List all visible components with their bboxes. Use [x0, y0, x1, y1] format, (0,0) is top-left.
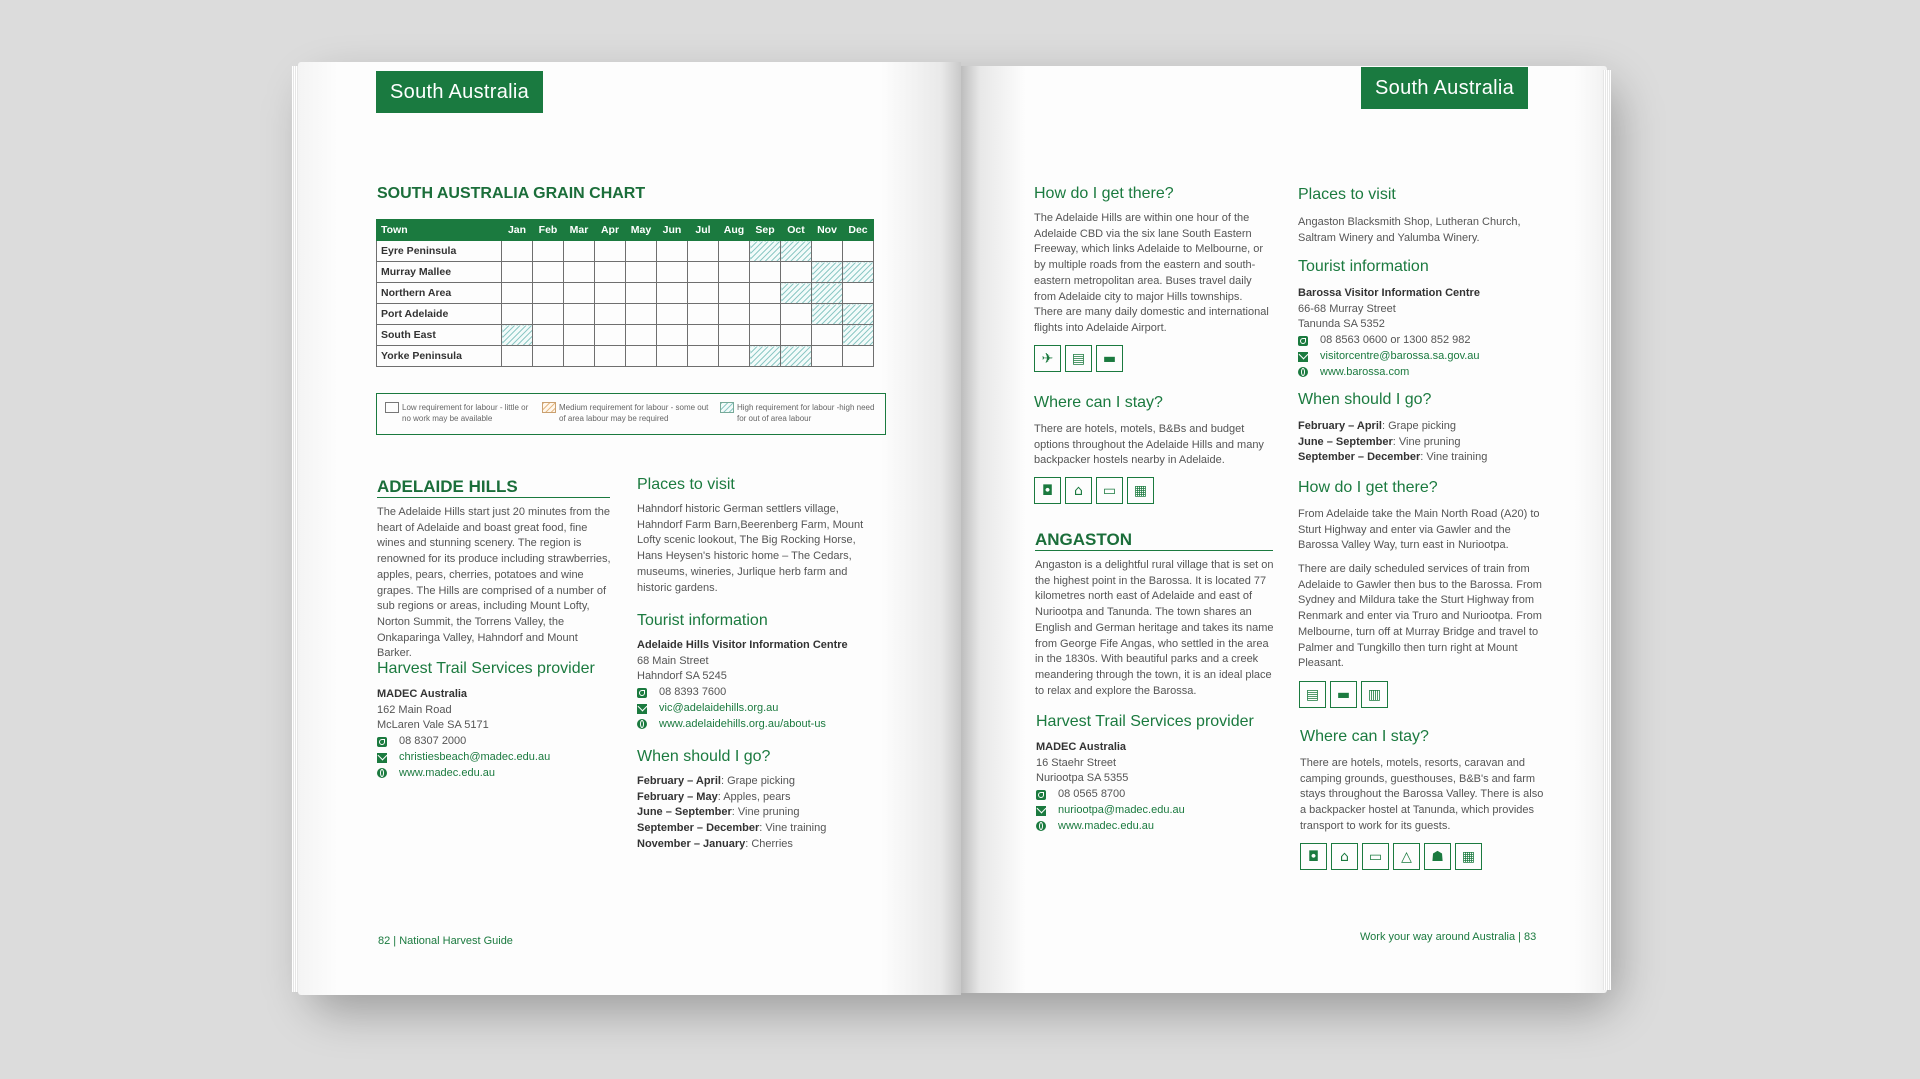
- season-item: [637, 837, 887, 853]
- angaston-stay-text: There are hotels, motels, resorts, caravan and camping grounds, guesthouses, B&B's and farm stays throughout the Barossa Valley. There is also a backpacker hostel at Tanunda, which provides transport to work for its guests.: [1300, 757, 1544, 832]
- grain-cell-low: [719, 262, 750, 283]
- grain-col-jul: Jul: [688, 220, 719, 241]
- grain-cell-low: [626, 346, 657, 367]
- grain-col-jun: Jun: [657, 220, 688, 241]
- adelaide-tourist-heading: Tourist information: [637, 612, 768, 629]
- car-icon: ▬: [1330, 681, 1357, 708]
- tourist-address-line1: 66-68 Murray Street: [1298, 302, 1396, 315]
- adelaide-hills-title: ADELAIDE HILLS: [377, 477, 518, 496]
- season-task: : Vine training: [1420, 451, 1488, 464]
- grain-cell-low: [595, 262, 626, 283]
- angaston-title: ANGASTON: [1035, 530, 1132, 549]
- grain-row: [377, 304, 874, 325]
- grain-cell-low: [626, 325, 657, 346]
- tourist-email-link[interactable]: visitorcentre@barossa.sa.gov.au: [1320, 349, 1480, 362]
- grain-row-town: Murray Mallee: [377, 262, 502, 283]
- grain-cell-high: [843, 325, 874, 346]
- angaston-when-heading: When should I go?: [1298, 391, 1432, 408]
- provider-phone: 08 0565 8700: [1058, 788, 1126, 801]
- grain-row-town: Yorke Peninsula: [377, 346, 502, 367]
- angaston-when-list: [1298, 419, 1543, 466]
- building-icon: ▦: [1127, 477, 1154, 504]
- season-item: [637, 821, 887, 837]
- phone-icon: [1036, 790, 1046, 800]
- grain-cell-high: [812, 262, 843, 283]
- hotel-icon: ⌂: [1331, 843, 1358, 870]
- globe-icon: [1298, 367, 1308, 377]
- angaston-tourist-contact: [1298, 286, 1480, 380]
- angaston-provider-contact: [1036, 740, 1185, 834]
- grain-cell-low: [595, 346, 626, 367]
- grain-cell-low: [812, 325, 843, 346]
- grain-cell-low: [812, 346, 843, 367]
- grain-cell-low: [843, 346, 874, 367]
- grain-cell-low: [688, 304, 719, 325]
- grain-cell-low: [564, 262, 595, 283]
- grain-cell-low: [595, 283, 626, 304]
- car-icon: ▬: [1096, 345, 1123, 372]
- grain-cell-low: [750, 283, 781, 304]
- grain-cell-low: [502, 283, 533, 304]
- email-icon: [1298, 352, 1308, 362]
- season-task: : Vine pruning: [1392, 435, 1461, 448]
- tourist-website-link[interactable]: www.adelaidehills.org.au/about-us: [659, 717, 826, 730]
- legend-medium-swatch: [542, 402, 556, 413]
- season-period: February – May: [637, 790, 718, 803]
- season-task: : Cherries: [745, 837, 793, 850]
- grain-cell-high: [750, 241, 781, 262]
- grain-cell-low: [657, 262, 688, 283]
- right-page-footer: Work your way around Australia | 83: [1360, 931, 1537, 943]
- left-page-footer: 82 | National Harvest Guide: [378, 935, 513, 947]
- adelaide-transport-icons: [1034, 345, 1123, 372]
- season-period: February – April: [637, 775, 721, 787]
- grain-col-town: Town: [377, 220, 502, 241]
- grain-cell-low: [564, 346, 595, 367]
- email-icon: [1036, 806, 1046, 816]
- adelaide-hills-rule: [377, 497, 610, 498]
- season-period: September – December: [637, 822, 760, 835]
- provider-website-link[interactable]: www.madec.edu.au: [399, 766, 495, 779]
- angaston-tourist-heading: Tourist information: [1298, 258, 1429, 275]
- season-period: June – September: [1298, 435, 1393, 448]
- provider-phone: 08 8307 2000: [399, 735, 467, 748]
- grain-col-nov: Nov: [812, 220, 843, 241]
- adelaide-places-text: Hahndorf historic German settlers village, Hahndorf Farm Barn,Beerenberg Farm, Mount Lofty scenic lookout, The Big Rocking Horse, Hans Heysen's historic home – The Cedars, museums, wineries, Jurlique herb farm and historic gardens.: [637, 503, 864, 594]
- page-edge-right: [1603, 70, 1611, 990]
- plane-icon: ✈: [1034, 345, 1061, 372]
- region-tab-right: South Australia: [1361, 67, 1528, 109]
- adelaide-hills-intro: The Adelaide Hills start just 20 minutes from the heart of Adelaide and boast great food, fine wines and stunning scenery. The region is renowned for its produce including strawberries, apples, pears, cherries, potatoes and wine grapes. The Hills are comprised of a number of sub regions or areas, including Mount Lofty, Norton Summit, the Torrens Valley, the Onkaparinga Valley, Hahndorf and Mount Barker.: [377, 506, 611, 660]
- season-period: September – December: [1298, 451, 1421, 464]
- camping-icon: △: [1393, 843, 1420, 870]
- email-icon: [637, 704, 647, 714]
- grain-cell-low: [843, 241, 874, 262]
- grain-row-town: South East: [377, 325, 502, 346]
- adelaide-how-heading: How do I get there?: [1034, 185, 1174, 202]
- grain-cell-low: [719, 283, 750, 304]
- grain-cell-high: [812, 283, 843, 304]
- grain-cell-low: [533, 283, 564, 304]
- grain-cell-low: [595, 304, 626, 325]
- provider-name: MADEC Australia: [377, 688, 468, 700]
- grain-cell-low: [812, 241, 843, 262]
- adelaide-accommodation-icons: [1034, 477, 1154, 504]
- grain-cell-high: [781, 241, 812, 262]
- building-icon: ▦: [1455, 843, 1482, 870]
- adelaide-harvest-heading: Harvest Trail Services provider: [377, 660, 595, 677]
- grain-cell-low: [843, 283, 874, 304]
- email-icon: [377, 753, 387, 763]
- grain-cell-low: [750, 325, 781, 346]
- grain-row: [377, 325, 874, 346]
- season-task: : Apples, pears: [717, 790, 791, 803]
- season-period: November – January: [637, 837, 746, 850]
- provider-address-line1: 16 Staehr Street: [1036, 756, 1117, 769]
- grain-cell-low: [533, 304, 564, 325]
- legend-low: [385, 402, 535, 424]
- grain-cell-low: [564, 241, 595, 262]
- adelaide-provider-contact: [377, 687, 550, 781]
- farmstay-icon: ☗: [1424, 843, 1451, 870]
- season-item: [1298, 450, 1543, 466]
- grain-cell-low: [595, 241, 626, 262]
- grain-cell-low: [502, 346, 533, 367]
- provider-email-link[interactable]: nuriootpa@madec.edu.au: [1058, 803, 1185, 816]
- season-item: [1298, 419, 1543, 435]
- grain-cell-high: [502, 325, 533, 346]
- grain-cell-low: [719, 325, 750, 346]
- provider-email-link[interactable]: christiesbeach@madec.edu.au: [399, 750, 551, 763]
- grain-col-dec: Dec: [843, 220, 874, 241]
- adelaide-when-heading: When should I go?: [637, 748, 771, 765]
- grain-cell-low: [533, 346, 564, 367]
- grain-cell-low: [781, 325, 812, 346]
- adelaide-stay-heading: Where can I stay?: [1034, 394, 1163, 411]
- angaston-transport-icons: [1299, 681, 1388, 708]
- phone-icon: [1298, 336, 1308, 346]
- tourist-address-line1: 68 Main Street: [637, 654, 709, 667]
- grain-chart-legend: [376, 393, 886, 435]
- grain-row: [377, 283, 874, 304]
- grain-cell-low: [750, 304, 781, 325]
- legend-medium: [542, 402, 712, 424]
- angaston-places-heading: Places to visit: [1298, 186, 1396, 203]
- grain-row-town: Port Adelaide: [377, 304, 502, 325]
- angaston-accommodation-icons: [1300, 843, 1482, 870]
- season-task: : Grape picking: [1381, 420, 1456, 432]
- legend-high-swatch: [720, 402, 734, 413]
- grain-cell-low: [781, 262, 812, 283]
- angaston-intro: Angaston is a delightful rural village that is set on the highest point in the Barossa. It is located 77 kilometres north east of Adelaide and east of Nuriootpa and Tanunda. The town shares an English and German heritage and takes its name from George Fife Angas, who settled in the area in the 1830s. With beautiful parks and a creek meandering through the town, it is an ideal place to relax and explore the Barossa.: [1035, 559, 1274, 697]
- season-period: February – April: [1298, 420, 1382, 432]
- grain-chart-title: SOUTH AUSTRALIA GRAIN CHART: [377, 185, 646, 202]
- tourist-phone: 08 8393 7600: [659, 686, 727, 699]
- legend-high-text: High requirement for labour -high need for out of area labour: [737, 403, 875, 423]
- legend-medium-text: Medium requirement for labour - some out of area labour may be required: [559, 403, 709, 423]
- grain-cell-high: [812, 304, 843, 325]
- season-item: [637, 790, 887, 806]
- grain-cell-low: [688, 346, 719, 367]
- grain-row-town: Northern Area: [377, 283, 502, 304]
- tourist-phone: 08 8563 0600 or 1300 852 982: [1320, 334, 1471, 347]
- provider-address-line2: McLaren Vale SA 5171: [377, 719, 489, 732]
- season-task: : Vine pruning: [731, 806, 800, 819]
- grain-cell-high: [843, 304, 874, 325]
- grain-cell-low: [626, 241, 657, 262]
- grain-cell-low: [626, 304, 657, 325]
- tourist-email-link[interactable]: vic@adelaidehills.org.au: [659, 701, 779, 714]
- grain-row: [377, 241, 874, 262]
- season-item: [1298, 435, 1543, 451]
- grain-cell-low: [502, 304, 533, 325]
- grain-col-apr: Apr: [595, 220, 626, 241]
- grain-col-aug: Aug: [719, 220, 750, 241]
- season-task: : Vine training: [759, 822, 827, 835]
- grain-cell-low: [626, 262, 657, 283]
- grain-cell-low: [657, 325, 688, 346]
- grain-cell-low: [595, 325, 626, 346]
- grain-cell-low: [533, 262, 564, 283]
- globe-icon: [377, 768, 387, 778]
- grain-cell-high: [843, 262, 874, 283]
- angaston-rule: [1035, 550, 1273, 551]
- grain-col-jan: Jan: [502, 220, 533, 241]
- provider-address-line2: Nuriootpa SA 5355: [1036, 772, 1129, 785]
- bus-icon: ▤: [1065, 345, 1092, 372]
- grain-cell-low: [657, 283, 688, 304]
- bus-icon: ▤: [1299, 681, 1326, 708]
- phone-icon: [377, 737, 387, 747]
- season-item: [637, 774, 887, 790]
- grain-cell-low: [564, 304, 595, 325]
- grain-cell-low: [657, 304, 688, 325]
- grain-cell-low: [781, 304, 812, 325]
- provider-address-line1: 162 Main Road: [377, 703, 452, 716]
- globe-icon: [637, 719, 647, 729]
- grain-row: [377, 346, 874, 367]
- caravan-icon: ▭: [1096, 477, 1123, 504]
- phone-icon: [637, 688, 647, 698]
- train-icon: ▥: [1361, 681, 1388, 708]
- tourist-website-link[interactable]: www.barossa.com: [1320, 365, 1410, 378]
- grain-cell-low: [626, 283, 657, 304]
- angaston-stay-heading: Where can I stay?: [1300, 728, 1429, 745]
- angaston-how-heading: How do I get there?: [1298, 479, 1438, 496]
- legend-low-swatch: [385, 402, 399, 413]
- legend-high: [720, 402, 880, 424]
- caravan-icon: ▭: [1362, 843, 1389, 870]
- season-task: : Grape picking: [720, 775, 795, 787]
- region-tab-left: South Australia: [376, 71, 543, 113]
- grain-cell-low: [502, 241, 533, 262]
- adelaide-tourist-contact: [637, 638, 848, 732]
- angaston-how-text-2: There are daily scheduled services of train from Adelaide to Gawler then bus to the Barossa. From Sydney and Mildura take the Sturt Highway from Renmark and enter via Truro and Nuriootpa. From Melbourne, turn off at Murray Bridge and travel to Palmer and Tungkillo then turn right at Mount Pleasant.: [1298, 563, 1542, 670]
- grain-cell-low: [564, 325, 595, 346]
- adelaide-when-list: [637, 774, 887, 853]
- grain-row-town: Eyre Peninsula: [377, 241, 502, 262]
- grain-row: [377, 262, 874, 283]
- globe-icon: [1036, 821, 1046, 831]
- grain-col-oct: Oct: [781, 220, 812, 241]
- grain-cell-low: [657, 346, 688, 367]
- grain-cell-low: [750, 262, 781, 283]
- season-period: June – September: [637, 806, 732, 819]
- grain-cell-low: [688, 283, 719, 304]
- grain-col-sep: Sep: [750, 220, 781, 241]
- angaston-harvest-heading: Harvest Trail Services provider: [1036, 713, 1254, 730]
- legend-low-text: Low requirement for labour - little or no work may be available: [402, 403, 529, 423]
- grain-cell-low: [502, 262, 533, 283]
- grain-cell-high: [781, 283, 812, 304]
- grain-chart: [376, 219, 874, 367]
- backpacker-icon: ◘: [1300, 843, 1327, 870]
- adelaide-places-heading: Places to visit: [637, 476, 735, 493]
- grain-col-feb: Feb: [533, 220, 564, 241]
- tourist-centre-name: Barossa Visitor Information Centre: [1298, 287, 1480, 299]
- grain-cell-low: [533, 241, 564, 262]
- grain-cell-low: [719, 241, 750, 262]
- grain-cell-low: [719, 346, 750, 367]
- provider-website-link[interactable]: www.madec.edu.au: [1058, 819, 1154, 832]
- grain-col-mar: Mar: [564, 220, 595, 241]
- grain-col-may: May: [626, 220, 657, 241]
- grain-cell-low: [688, 262, 719, 283]
- season-item: [637, 805, 887, 821]
- grain-cell-low: [533, 325, 564, 346]
- grain-cell-high: [750, 346, 781, 367]
- grain-cell-low: [657, 241, 688, 262]
- hotel-icon: ⌂: [1065, 477, 1092, 504]
- grain-cell-low: [688, 325, 719, 346]
- adelaide-how-text: The Adelaide Hills are within one hour of the Adelaide CBD via the six lane South Eastern Freeway, which links Adelaide to Melbourne, or by multiple roads from the eastern and south-eastern metropolitan area. Buses travel daily from Adelaide city to major Hills townships. There are many daily domestic and international flights into Adelaide Airport.: [1034, 212, 1269, 334]
- grain-cell-low: [564, 283, 595, 304]
- backpacker-icon: ◘: [1034, 477, 1061, 504]
- adelaide-stay-text: There are hotels, motels, B&Bs and budget options throughout the Adelaide Hills and many backpacker hostels nearby in Adelaide.: [1034, 423, 1264, 467]
- provider-name: MADEC Australia: [1036, 741, 1127, 753]
- angaston-how-text-1: From Adelaide take the Main North Road (A20) to Sturt Highway and enter via Gawler and the Barossa Valley Way, turn east in Nuriootpa.: [1298, 508, 1540, 552]
- tourist-address-line2: Tanunda SA 5352: [1298, 318, 1385, 331]
- grain-cell-high: [781, 346, 812, 367]
- grain-cell-low: [719, 304, 750, 325]
- tourist-address-line2: Hahndorf SA 5245: [637, 670, 727, 683]
- grain-cell-low: [688, 241, 719, 262]
- angaston-places-text: Angaston Blacksmith Shop, Lutheran Church, Saltram Winery and Yalumba Winery.: [1298, 216, 1521, 244]
- tourist-centre-name: Adelaide Hills Visitor Information Centre: [637, 639, 848, 651]
